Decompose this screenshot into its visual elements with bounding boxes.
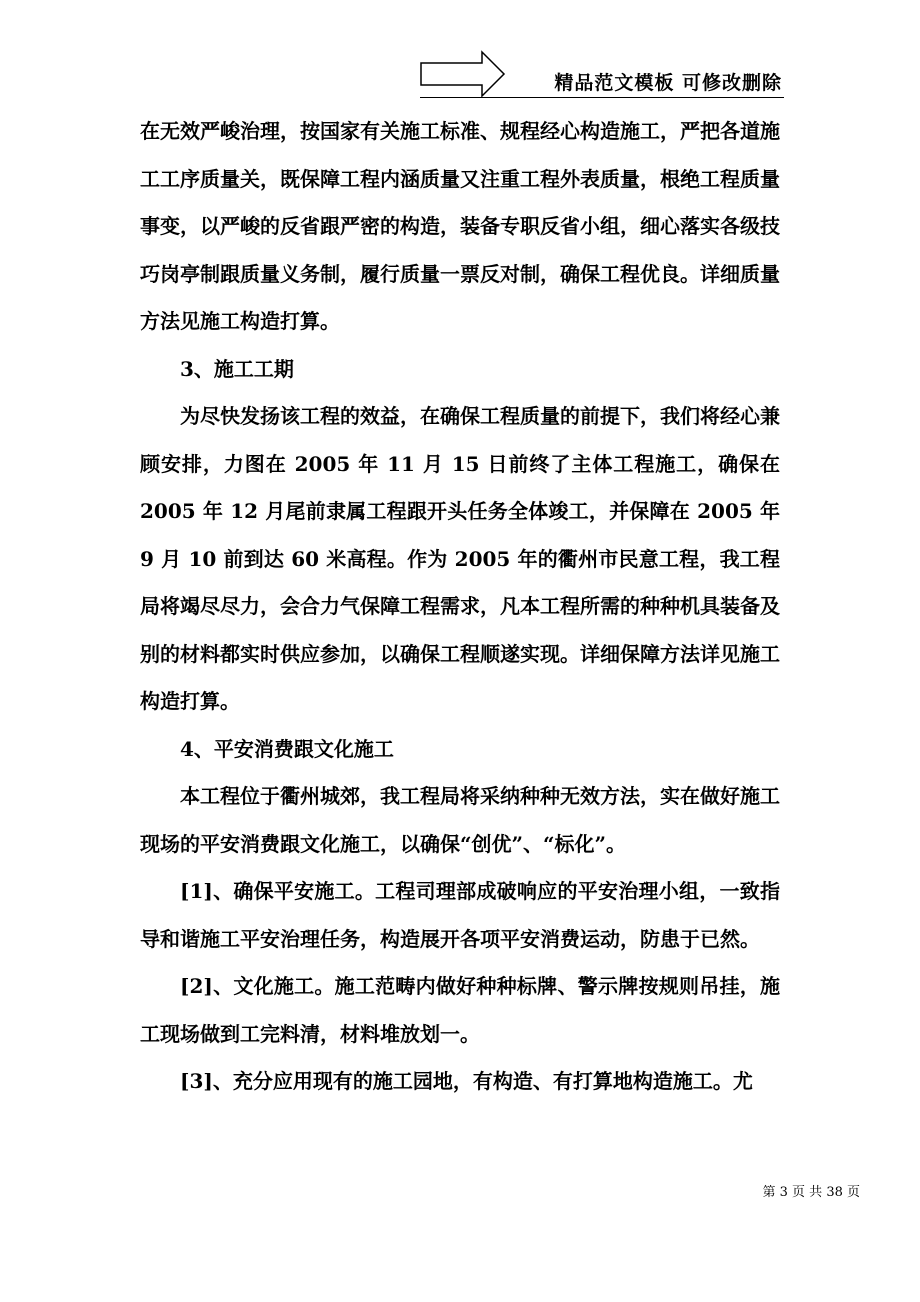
paragraph-safety-intro: 本工程位于衢州城郊，我工程局将采纳种种无效方法，实在做好施工现场的平安消费跟文化施工，以确保“创优”、“标化”。 [140, 784, 780, 856]
document-body [140, 108, 780, 1106]
section-heading-safety-civilized: 4、平安消费跟文化施工 [180, 736, 394, 761]
page-number: 第 3 页 共 38 页 [762, 1185, 860, 1200]
page-header [420, 50, 784, 98]
header-title: 精品范文模板 可修改删除 [554, 72, 782, 94]
paragraph-safety-item-2: [2]、文化施工。施工范畴内做好种种标牌、警示牌按规则吊挂，施工现场做到工完料清，材料堆放划一。 [140, 974, 780, 1046]
right-arrow-outline-icon [420, 50, 506, 98]
header-rule [420, 97, 784, 98]
paragraph-safety-item-3: [3]、充分应用现有的施工园地，有构造、有打算地构造施工。尤 [180, 1069, 753, 1093]
paragraph-construction-period: 为尽快发扬该工程的效益，在确保工程质量的前提下，我们将经心兼顾安排，力图在 2005 年 11 月 15 日前终了主体工程施工，确保在 2005 年 12 月尾前隶属工程跟开头任务全体竣工，并保障在 2005 年 9 月 10 前到达 60 米高程。作为 2005 年的衢州市民意工程，我工程局将竭尽尽力，会合力气保障工程需求，凡本工程所需的种种机具装备及别的材料都实时供应参加，以确保工程顺遂实现。详细保障方法详见施工构造打算。 [140, 404, 780, 713]
paragraph-safety-item-1: [1]、确保平安施工。工程司理部成破响应的平安治理小组，一致指导和谐施工平安治理任务，构造展开各项平安消费运动，防患于已然。 [140, 879, 780, 951]
section-heading-construction-period: 3、施工工期 [180, 356, 294, 381]
paragraph-quality-continued: 在无效严峻治理，按国家有关施工标准、规程经心构造施工，严把各道施工工序质量关，既保障工程内涵质量又注重工程外表质量，根绝工程质量事变，以严峻的反省跟严密的构造，装备专职反省小组，细心落实各级技巧岗亭制跟质量义务制，履行质量一票反对制，确保工程优良。详细质量方法见施工构造打算。 [140, 119, 780, 333]
